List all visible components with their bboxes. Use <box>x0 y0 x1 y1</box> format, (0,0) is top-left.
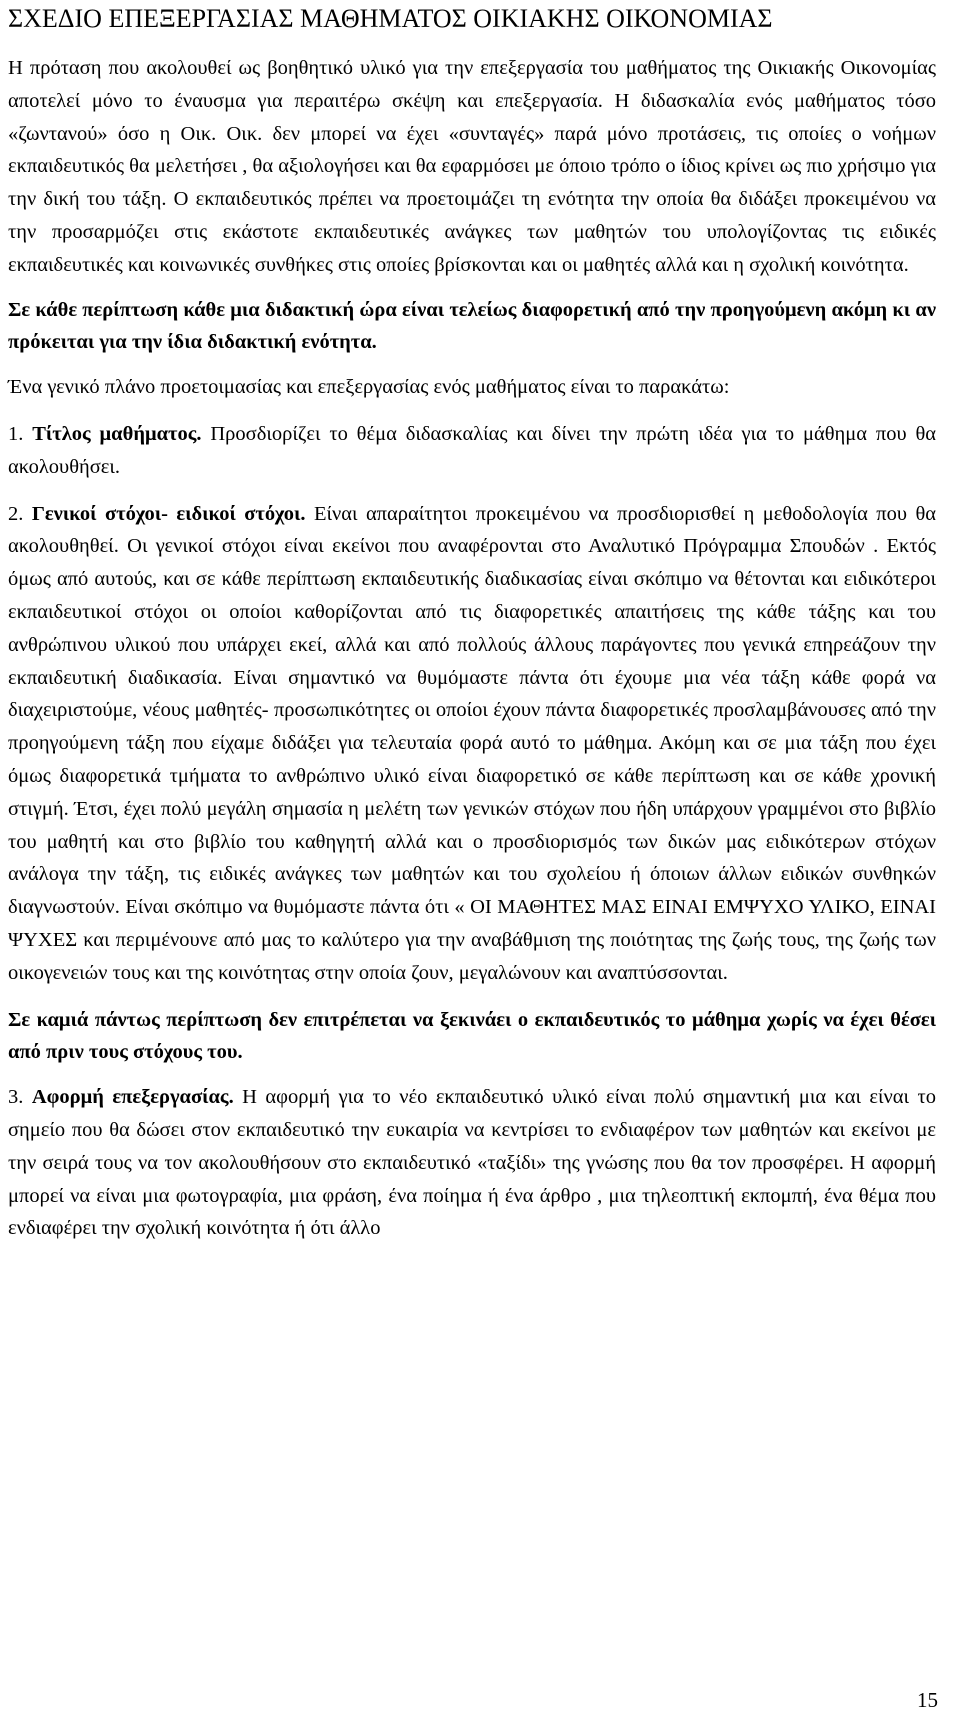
item-2-heading: Γενικοί στόχοι- ειδικοί στόχοι. <box>31 502 306 525</box>
bold-note-2: Σε καμιά πάντως περίπτωση δεν επιτρέπεται να ξεκινάει ο εκπαιδευτικός το μάθημα χωρίς να έχει θέσει από πριν τους στόχους του. <box>8 1008 936 1064</box>
plan-intro-paragraph: Ένα γενικό πλάνο προετοιμασίας και επεξεργασίας ενός μαθήματος είναι το παρακάτω: <box>8 376 730 399</box>
list-item-3 <box>8 1081 936 1245</box>
item-3-text: Η αφορμή για το νέο εκπαιδευτικό υλικό είναι πολύ σημαντική μια και είναι το σημείο που θα δώσει στον εκπαιδευτικό την ευκαιρία να κεντρίσει το ενδιαφέρον των μαθητών και εκείνοι με την σειρά τους να τον ακολουθήσουν στο εκπαιδευτικό «ταξίδι» της γνώσης που θα τον προσφέρει. Η αφορμή μπορεί να είναι μια φωτογραφία, μια φράση, ένα ποίημα ή ένα άρθρο , μια τηλεοπτική εκπομπή, ένα θέμα που ενδιαφέρει την σχολική κοινότητα ή ότι άλλο <box>8 1086 936 1240</box>
page-number: 15 <box>917 1688 938 1712</box>
item-3-number: 3. <box>8 1086 24 1109</box>
item-1-heading: Τίτλος μαθήματος. <box>32 422 202 445</box>
item-2-text: Είναι απαραίτητοι προκειμένου να προσδιορισθεί η μεθοδολογία που θα ακολουθηθεί. Οι γενικοί στόχοι είναι εκείνοι που αναφέρονται στο Αναλυτικό Πρόγραμμα Σπουδών . Εκτός όμως από αυτούς, και σε κάθε περίπτωση εκπαιδευτικής διαδικασίας είναι σκόπιμο να θέτονται και ειδικότεροι εκπαιδευτικοί στόχοι οι οποίοι καθορίζονται από τις διαφορετικές απαιτήσεις της κάθε τάξης και του ανθρώπινου υλικού που υπάρχει εκεί, αλλά και από πολλούς άλλους παράγοντες που γενικά επηρεάζουν την εκπαιδευτική διαδικασία. Είναι σημαντικό να θυμόμαστε πάντα ότι έχουμε μια νέα τάξη κάθε φορά να διαχειριστούμε, νέους μαθητές- προσωπικότητες οι οποίοι έχουν πάντα διαφορετικές προσλαμβάνουσες από την προηγούμενη τάξη που είχαμε διδάξει για τελευταία φορά αυτό το μάθημα. Ακόμη και σε μια τάξη που έχει όμως διαφορετικά τμήματα το ανθρώπινο υλικό είναι διαφορετικό σε κάθε περίπτωση και σε κάθε χρονική στιγμή. Έτσι, έχει πολύ μεγάλη σημασία η μελέτη των γενικών στόχων που ήδη υπάρχουν γραμμένοι στο βιβλίο του μαθητή και στο βιβλίο του καθηγητή αλλά και ο προσδιορισμός των δικών μας ειδικότερων στόχων ανάλογα την τάξη, τις ειδικές ανάγκες των μαθητών και του σχολείου ή όποιων άλλων ειδικών συνθηκών διαγνωστούν. Είναι σκόπιμο να θυμόμαστε πάντα ότι « ΟΙ ΜΑΘΗΤΕΣ ΜΑΣ ΕΙΝΑΙ ΕΜΨΥΧΟ ΥΛΙΚΟ, ΕΙΝΑΙ ΨΥΧΕΣ και περιμένουνε από μας το καλύτερο για την αναβάθμιση της ποιότητας της ζωής τους, της ζωής των οικογενειών τους και της κοινότητας στην οποία ζουν, μεγαλώνουν και αναπτύσσονται. <box>8 502 937 984</box>
item-1-text: Προσδιορίζει το θέμα διδασκαλίας και δίνει την πρώτη ιδέα για το μάθημα που θα ακολουθήσει. <box>8 422 937 478</box>
item-3-heading: Αφορμή επεξεργασίας. <box>31 1086 234 1109</box>
bold-note-1: Σε κάθε περίπτωση κάθε μια διδακτική ώρα είναι τελείως διαφορετική από την προηγούμενη ακόμη κι αν πρόκειται για την ίδια διδακτική ενότητα. <box>8 298 936 354</box>
document-title: ΣΧΕΔΙΟ ΕΠΕΞΕΡΓΑΣΙΑΣ ΜΑΘΗΜΑΤΟΣ ΟΙΚΙΑΚΗΣ ΟΙΚΟΝΟΜΙΑΣ <box>8 4 773 33</box>
intro-paragraph: Η πρόταση που ακολουθεί ως βοηθητικό υλικό για την επεξεργασία του μαθήματος της Οικιακής Οικονομίας αποτελεί μόνο το έναυσμα για περαιτέρω σκέψη και επεξεργασία. Η διδασκαλία ενός μαθήματος τόσο «ζωντανού» όσο η Οικ. Οικ. δεν μπορεί να έχει «συνταγές» παρά μόνο προτάσεις, τις οποίες ο νοήμων εκπαιδευτικός θα μελετήσει , θα αξιολογήσει και θα εφαρμόσει με όποιο τρόπο ο ίδιος κρίνει ως πιο χρήσιμο για την δική του τάξη. Ο εκπαιδευτικός πρέπει να προετοιμάζει τη ενότητα την οποία θα διδάξει προκειμένου να την προσαρμόζει στις εκάστοτε εκπαιδευτικές ανάγκες των μαθητών του υπολογίζοντας τις ειδικές εκπαιδευτικές και κοινωνικές συνθήκες στις οποίες βρίσκονται και οι μαθητές αλλά και η σχολική κοινότητα. <box>8 57 936 276</box>
document-page <box>8 0 936 1259</box>
item-1-number: 1. <box>8 422 24 445</box>
list-item-1 <box>8 418 936 484</box>
item-2-number: 2. <box>8 502 24 525</box>
list-item-2 <box>8 498 936 990</box>
